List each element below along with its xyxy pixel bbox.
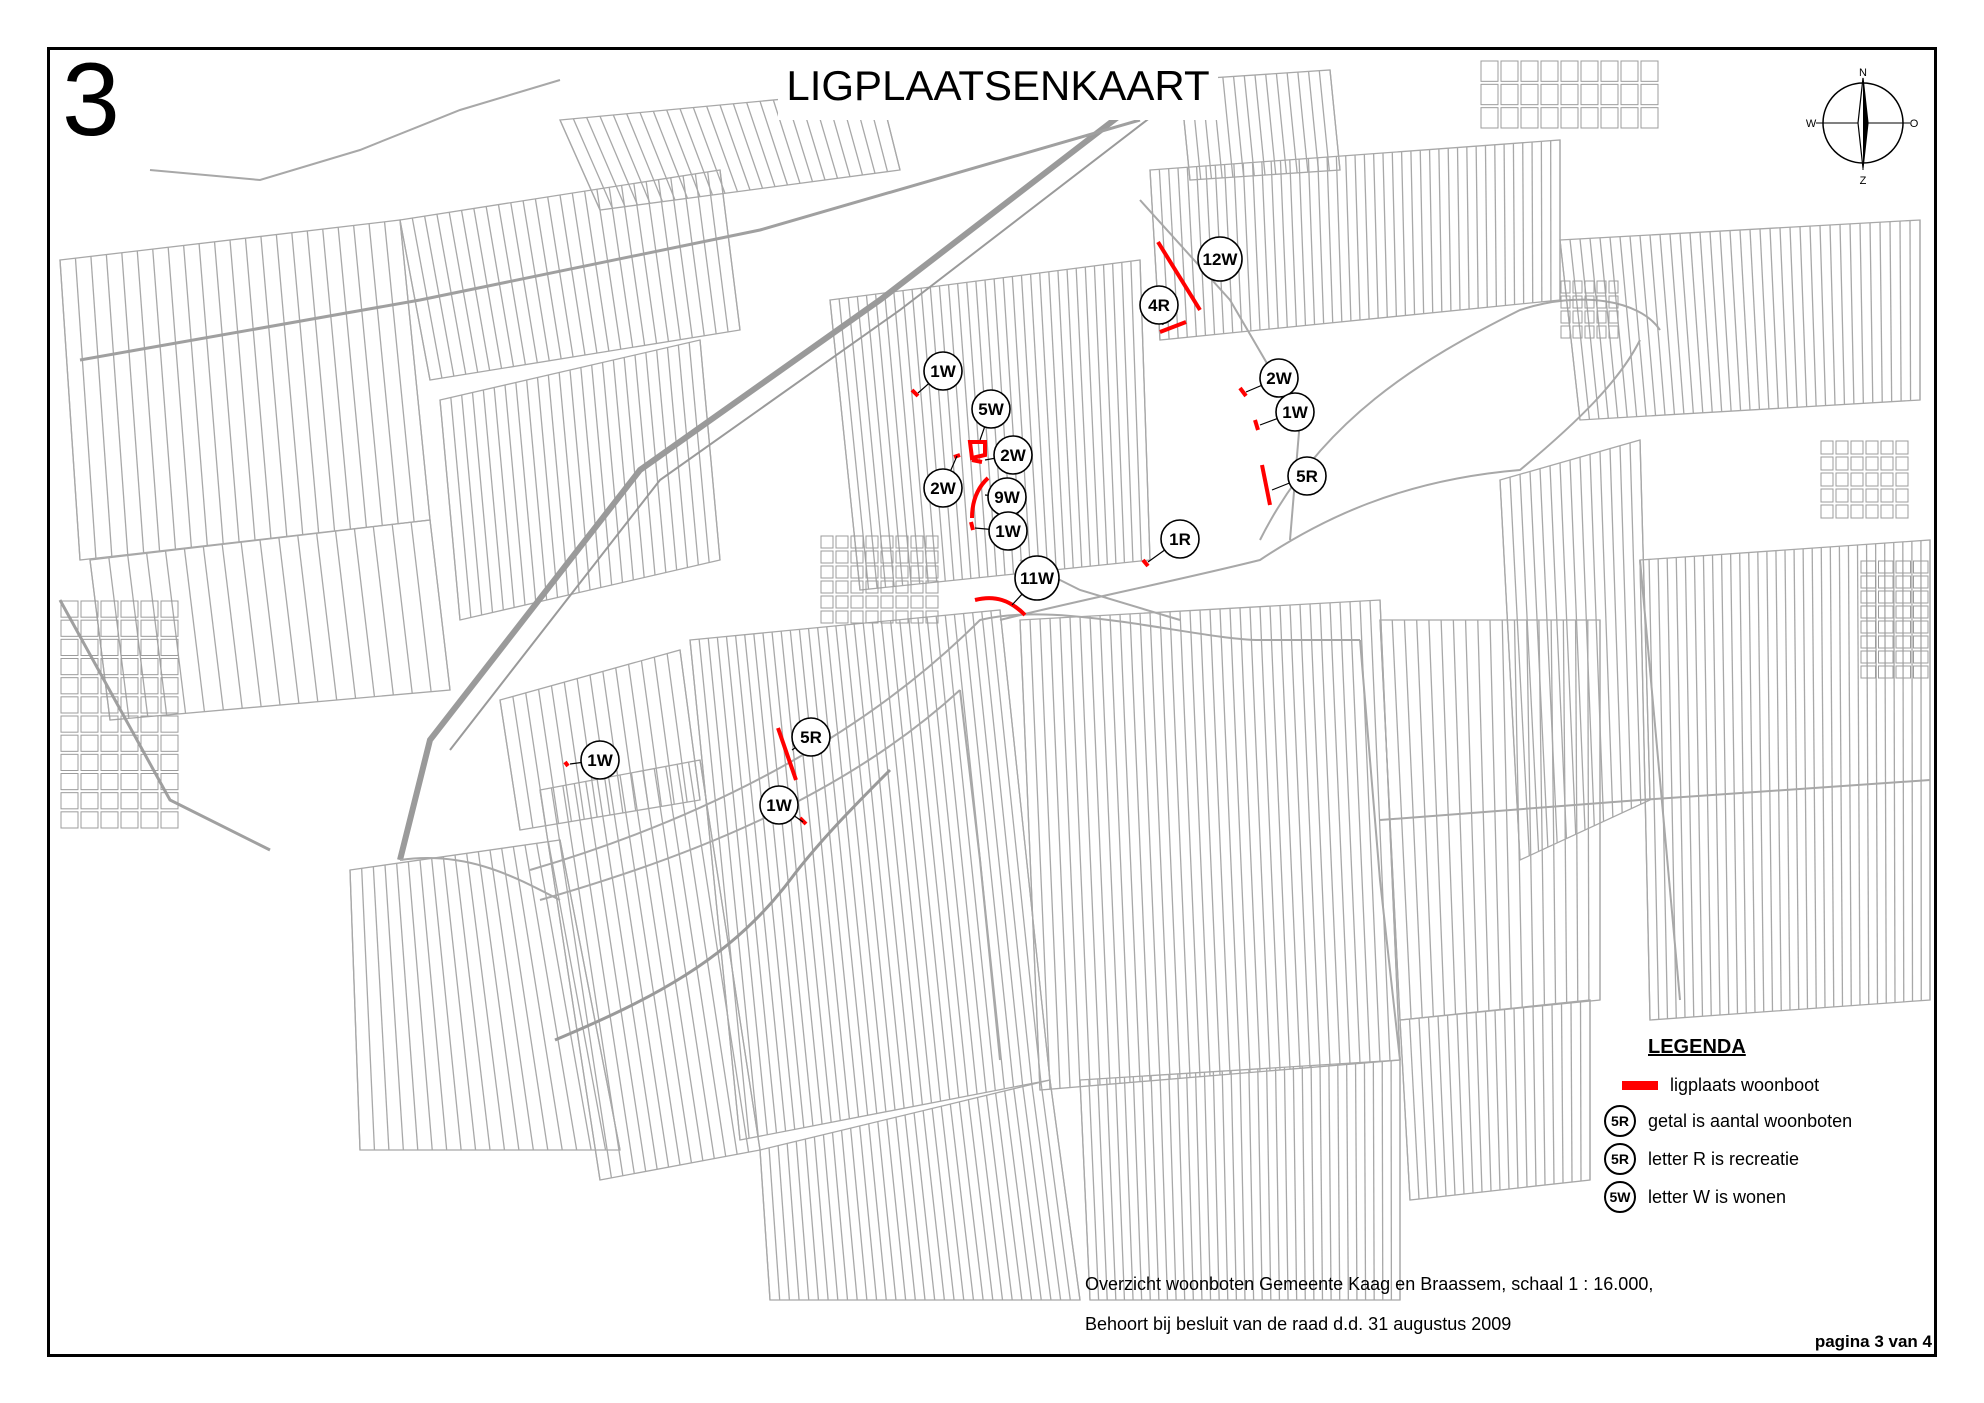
compass-south: Z xyxy=(1859,175,1867,187)
map-title: LIGPLAATSENKAART xyxy=(778,52,1218,120)
label-text: 2W xyxy=(930,479,956,498)
label-text: 1W xyxy=(587,751,613,770)
page-indicator: pagina 3 van 4 xyxy=(1814,1332,1932,1351)
label-text: 1W xyxy=(995,522,1021,541)
legend-item-label: letter R is recreatie xyxy=(1648,1148,1800,1169)
legend-badge: 5R xyxy=(1604,1105,1636,1137)
label-text: 5W xyxy=(978,400,1004,419)
label-text: 1W xyxy=(930,362,956,381)
legend-item-label: ligplaats woonboot xyxy=(1670,1074,1820,1095)
compass-west: W xyxy=(1805,118,1817,130)
label-text: 2W xyxy=(1266,369,1292,388)
compass-north: N xyxy=(1859,67,1867,79)
legend-item-label: letter W is wonen xyxy=(1648,1186,1787,1207)
label-text: 1W xyxy=(766,796,792,815)
legend-item-recreation xyxy=(1600,1144,1900,1174)
footer-description: Overzicht woonboten Gemeente Kaag en Braassem, schaal 1 : 16.000, xyxy=(1085,1274,1654,1294)
compass-rose-icon xyxy=(1805,66,1919,188)
label-text: 2W xyxy=(1000,446,1026,465)
footer-decision: Behoort bij besluit van de raad d.d. 31 augustus 2009 xyxy=(1085,1314,1512,1334)
legend-item-mooring xyxy=(1600,1070,1900,1100)
legend-item-count xyxy=(1600,1106,1900,1136)
sheet-number: 3 xyxy=(62,42,120,158)
label-text: 4R xyxy=(1148,296,1170,315)
label-text: 12W xyxy=(1202,250,1238,269)
mooring-line-swatch xyxy=(1622,1081,1658,1090)
label-text: 9W xyxy=(994,488,1020,507)
label-text: 11W xyxy=(1019,569,1055,588)
label-text: 1R xyxy=(1169,530,1191,549)
legend-badge: 5R xyxy=(1604,1143,1636,1175)
label-text: 5R xyxy=(1296,467,1318,486)
legend-item-living xyxy=(1600,1182,1900,1212)
label-text: 1W xyxy=(1282,403,1308,422)
legend-badge: 5W xyxy=(1604,1181,1636,1213)
label-text: 5R xyxy=(800,728,822,747)
legend-title: LEGENDA xyxy=(1648,1036,1746,1058)
legend-item-label: getal is aantal woonboten xyxy=(1648,1110,1853,1131)
compass-east: O xyxy=(1909,118,1919,130)
